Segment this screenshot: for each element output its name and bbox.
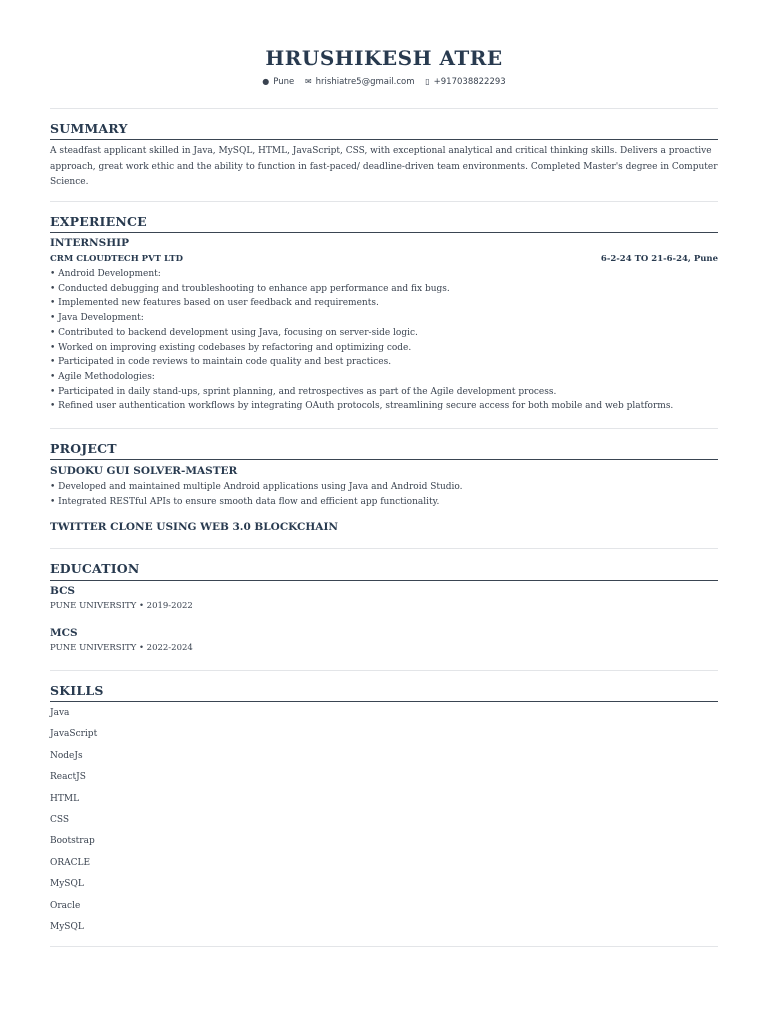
location-text: Pune — [273, 77, 295, 87]
skill-item: ORACLE — [50, 857, 91, 868]
skill-item: JavaScript — [50, 729, 98, 740]
divider — [50, 201, 718, 202]
list-item: • Worked on improving existing codebases by refactoring and optimizing code. — [50, 341, 718, 356]
project-title: PROJECT — [50, 441, 117, 456]
education-years: 2019-2022 — [146, 601, 193, 611]
list-item: • Participated in daily stand-ups, sprint planning, and retrospectives as part of the Agile development process. — [50, 385, 718, 400]
skill-item: CSS — [50, 814, 70, 825]
education-degree: BCS — [50, 585, 76, 597]
divider — [50, 108, 718, 109]
skill-item: MySQL — [50, 921, 84, 932]
email-icon: ✉ — [304, 77, 312, 86]
education-meta: PUNE UNIVERSITY • 2019-2022 — [50, 601, 193, 611]
phone-text[interactable]: +917038822293 — [433, 77, 506, 87]
divider — [50, 670, 718, 671]
section-rule — [50, 459, 718, 460]
summary-title: SUMMARY — [50, 121, 128, 136]
section-rule — [50, 232, 718, 233]
education-school: PUNE UNIVERSITY — [50, 601, 137, 611]
list-item: • Android Development: — [50, 267, 718, 282]
education-years: 2022-2024 — [146, 643, 193, 653]
location-item — [260, 77, 299, 87]
list-item: • Participated in code reviews to maintain code quality and best practices. — [50, 355, 718, 370]
contact-line — [0, 77, 768, 87]
experience-dates: 6-2-24 TO 21-6-24, Pune — [600, 254, 718, 264]
list-item: • Contributed to backend development using Java, focusing on server-side logic. — [50, 326, 718, 341]
list-item: • Implemented new features based on user feedback and requirements. — [50, 296, 718, 311]
list-item: • Integrated RESTful APIs to ensure smooth data flow and efficient app functionality. — [50, 495, 718, 510]
education-meta: PUNE UNIVERSITY • 2022-2024 — [50, 643, 193, 653]
divider — [50, 548, 718, 549]
experience-role: INTERNSHIP — [50, 237, 129, 249]
list-item: • Java Development: — [50, 311, 718, 326]
divider — [50, 946, 718, 947]
list-item: • Refined user authentication workflows by integrating OAuth protocols, streamlining secure access for both mobile and web platforms. — [50, 399, 718, 414]
experience-title: EXPERIENCE — [50, 214, 147, 229]
location-pin-icon: ● — [262, 77, 270, 86]
section-rule — [50, 580, 718, 581]
email-text[interactable]: hrishiatre5@gmail.com — [315, 77, 415, 87]
section-rule — [50, 701, 718, 702]
project-list — [50, 480, 718, 509]
phone-icon: ▯ — [425, 77, 430, 86]
skills-title: SKILLS — [50, 683, 104, 698]
list-item: • Conducted debugging and troubleshooting to enhance app performance and fix bugs. — [50, 282, 718, 297]
skill-item: NodeJs — [50, 750, 83, 761]
education-degree: MCS — [50, 627, 78, 639]
skill-item: ReactJS — [50, 772, 86, 783]
skills-list — [50, 707, 97, 942]
phone-item[interactable] — [423, 77, 507, 87]
list-item: • Agile Methodologies: — [50, 370, 718, 385]
email-item[interactable] — [303, 77, 419, 87]
skill-item: Bootstrap — [50, 836, 95, 847]
skill-item: Oracle — [50, 900, 81, 911]
experience-company: CRM CLOUDTECH PVT LTD — [50, 254, 183, 264]
skill-item: HTML — [50, 793, 80, 804]
list-item: • Developed and maintained multiple Android applications using Java and Android Studio. — [50, 480, 718, 495]
summary-text: A steadfast applicant skilled in Java, MySQL, HTML, JavaScript, CSS, with exceptional analytical and critical thinking skills. Delivers a proactive approach, great work ethic and the ability to function in fast-paced/ deadline-driven team environments. Completed Master's degree in Computer Science. — [50, 146, 718, 187]
skill-item: Java — [50, 708, 70, 718]
project-name: SUDOKU GUI SOLVER-MASTER — [50, 465, 238, 477]
education-title: EDUCATION — [50, 561, 140, 576]
experience-list — [50, 267, 718, 414]
education-school: PUNE UNIVERSITY — [50, 643, 137, 653]
section-rule — [50, 139, 718, 140]
candidate-name: HRUSHIKESH ATRE — [265, 46, 503, 70]
skill-item: MySQL — [50, 879, 84, 890]
divider — [50, 428, 718, 429]
project-name: TWITTER CLONE USING WEB 3.0 BLOCKCHAIN — [50, 521, 338, 533]
